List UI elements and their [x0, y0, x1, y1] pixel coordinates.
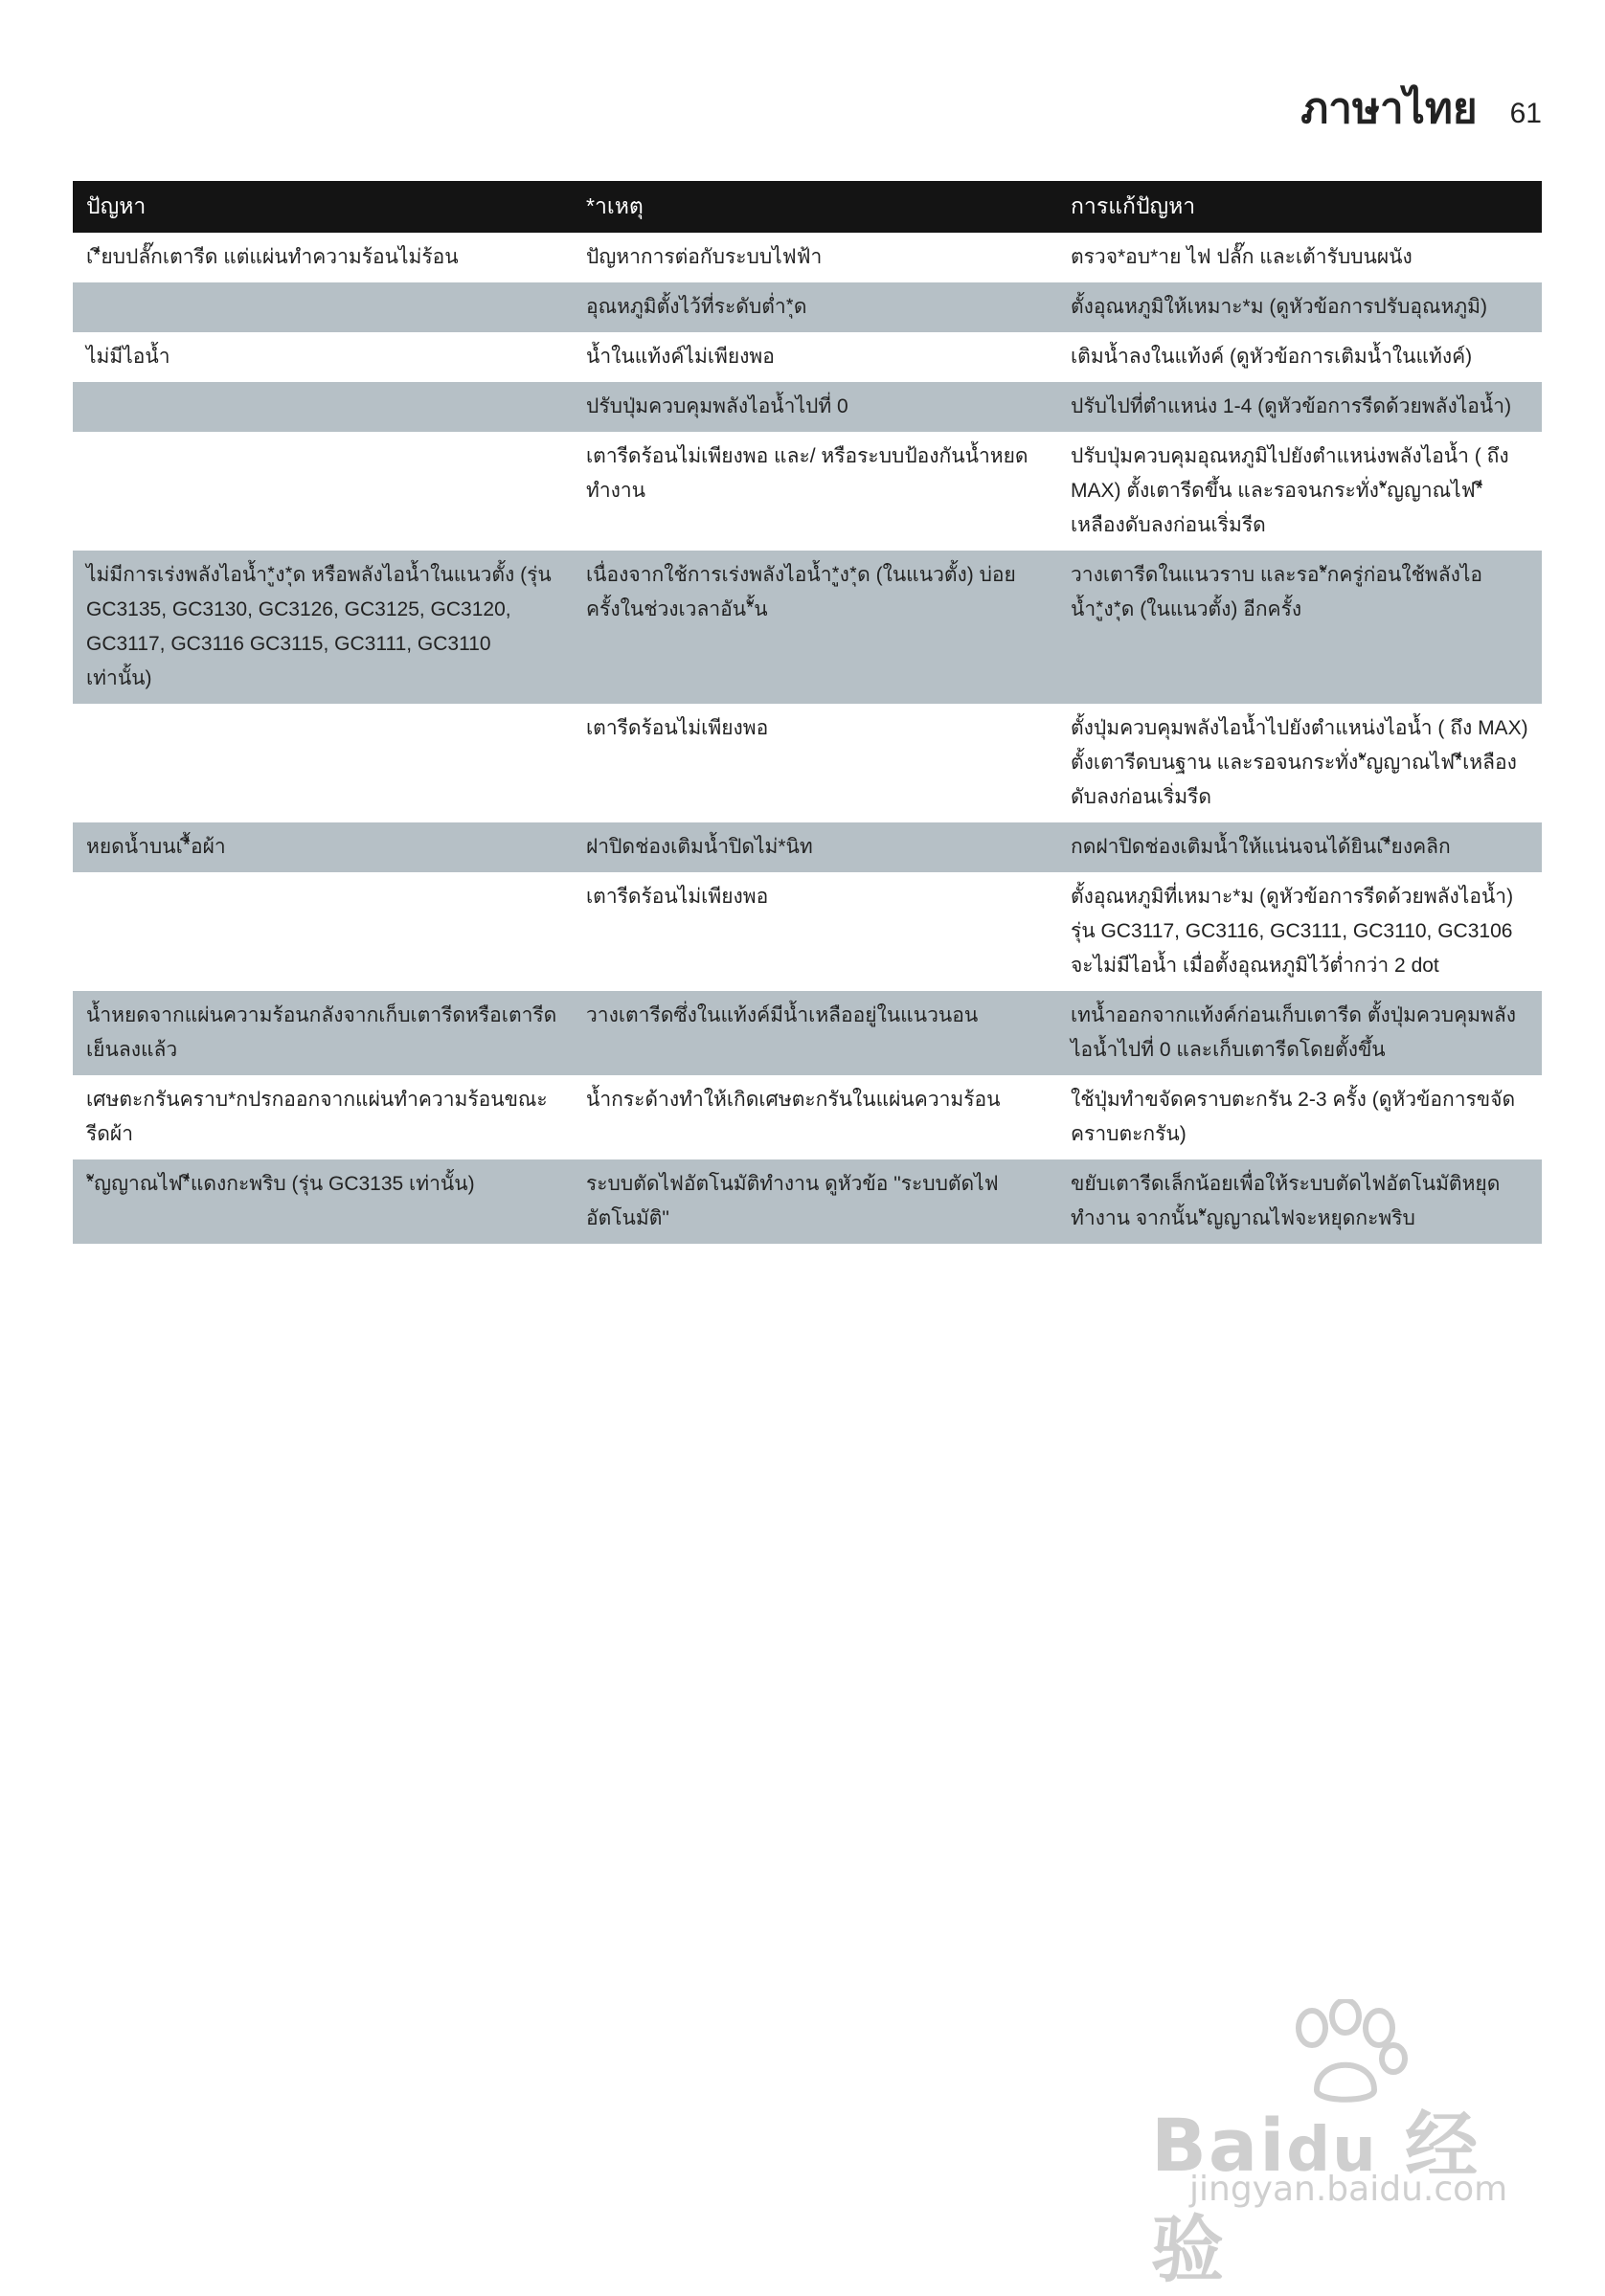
- table-row: [73, 432, 1542, 551]
- problem-cell: *ัญญาณไฟ*ีแดงกะพริบ (รุ่น GC3135 เท่านั้น): [86, 1173, 475, 1195]
- page-number: 61: [1509, 98, 1542, 129]
- solution-cell: เติมน้ำลงในแท้งค์ (ดูหัวข้อการเติมน้ำในแท้งค์): [1071, 346, 1473, 368]
- cause-cell: เตารีดร้อนไม่เพียงพอ: [586, 886, 769, 908]
- problem-cell: [73, 432, 573, 551]
- baidu-url: jingyan.baidu.com: [1189, 2170, 1508, 2209]
- table-header: [73, 181, 1542, 233]
- baidu-watermark: [1151, 1999, 1553, 2292]
- table-row: [73, 704, 1542, 822]
- cause-cell: วางเตารีดซึ่งในแท้งค์มีน้ำเหลืออยู่ในแนวนอน: [586, 1004, 979, 1026]
- solution-cell: ตรวจ*อบ*าย ไฟ ปลั๊ก และเต้ารับบนผนัง: [1071, 246, 1413, 268]
- problem-cell: [73, 872, 573, 991]
- cause-cell: เตารีดร้อนไม่เพียงพอ: [586, 717, 769, 739]
- table-row: [73, 382, 1542, 432]
- table-row: [73, 822, 1542, 872]
- solution-cell: เทน้ำออกจากแท้งค์ก่อนเก็บเตารีด ตั้งปุ่มควบคุมพลังไอน้ำไปที่ 0 และเก็บเตารีดโดยตั้งขึ้น: [1071, 1004, 1516, 1061]
- cause-cell: เตารีดร้อนไม่เพียงพอ และ/ หรือระบบป้องกันน้ำหยดทำงาน: [586, 445, 1029, 502]
- problem-cell: เศษตะกรันคราบ*กปรกออกจากแผ่นทำความร้อนขณะรีดผ้า: [86, 1089, 548, 1145]
- table-row: [73, 991, 1542, 1075]
- cause-cell: อุณหภูมิตั้งไว้ที่ระดับต่ำ*ุด: [586, 296, 807, 318]
- cause-cell: น้ำกระด้างทำให้เกิดเศษตะกรันในแผ่นความร้อน: [586, 1089, 1001, 1111]
- cause-cell: ฝาปิดช่องเติมน้ำปิดไม่*นิท: [586, 836, 813, 858]
- page-header: [1300, 75, 1542, 142]
- table-row: [73, 1159, 1542, 1244]
- solution-cell: ปรับปุ่มควบคุมอุณหภูมิไปยังตำแหน่งพลังไอน้ำ ( ถึง MAX) ตั้งเตารีดขึ้น และรอจนกระทั่ง*ัญญาณไฟ*ีเหลืองดับลงก่อนเริ่มรีด: [1071, 445, 1509, 536]
- problem-cell: [73, 282, 573, 332]
- problem-cell: [73, 382, 573, 432]
- cause-cell: ปรับปุ่มควบคุมพลังไอน้ำไปที่ 0: [586, 395, 848, 417]
- problem-cell: ไม่มีการเร่งพลังไอน้ำ*ูง*ุด หรือพลังไอน้ำในแนวตั้ง (รุ่น GC3135, GC3130, GC3126, GC3125, GC3120, GC3117, GC3116 GC3115, GC3111, GC3110 เท่านั้น): [86, 564, 552, 689]
- solution-cell: ตั้งปุ่มควบคุมพลังไอน้ำไปยังตำแหน่งไอน้ำ ( ถึง MAX) ตั้งเตารีดบนฐาน และรอจนกระทั่ง*ัญญาณไฟ*ีเหลืองดับลงก่อนเริ่มรีด: [1071, 717, 1528, 808]
- table-row: [73, 282, 1542, 332]
- solution-cell: ตั้งอุณหภูมิที่เหมาะ*ม (ดูหัวข้อการรีดด้วยพลังไอน้ำ) รุ่น GC3117, GC3116, GC3111, GC3110, GC3106 จะไม่มีไอน้ำ เมื่อตั้งอุณหภูมิไว้ต่ำกว่า 2 dot: [1071, 886, 1514, 977]
- problem-cell: เ*ียบปลั๊กเตารีด แต่แผ่นทำความร้อนไม่ร้อน: [86, 246, 459, 268]
- baidu-logo: Baidu 经验: [1151, 2103, 1481, 2292]
- problem-cell: น้ำหยดจากแผ่นความร้อนกลังจากเก็บเตารีดหรือเตารีดเย็นลงแล้ว: [86, 1004, 557, 1061]
- column-header-cause: *าเหตุ: [586, 193, 644, 218]
- column-header-problem: ปัญหา: [86, 193, 147, 218]
- table-row: [73, 233, 1542, 282]
- solution-cell: ขยับเตารีดเล็กน้อยเพื่อให้ระบบตัดไฟอัตโนมัติหยุดทำงาน จากนั้น*ัญญาณไฟจะหยุดกะพริบ: [1071, 1173, 1501, 1229]
- column-header-solution: การแก้ปัญหา: [1071, 193, 1196, 218]
- problem-cell: [73, 704, 573, 822]
- troubleshooting-table: [73, 181, 1542, 1244]
- solution-cell: กดฝาปิดช่องเติมน้ำให้แน่นจนได้ยินเ*ียงคลิก: [1071, 836, 1451, 858]
- cause-cell: ปัญหาการต่อกับระบบไฟฟ้า: [586, 246, 823, 268]
- language-title: ภาษาไทย: [1300, 84, 1478, 133]
- table-row: [73, 332, 1542, 382]
- cause-cell: เนื่องจากใช้การเร่งพลังไอน้ำ*ูง*ุด (ในแนวตั้ง) บ่อยครั้งในช่วงเวลาอัน*ั้น: [586, 564, 1016, 620]
- table-row: [73, 551, 1542, 704]
- solution-cell: ใช้ปุ่มทำขจัดคราบตะกรัน 2-3 ครั้ง (ดูหัวข้อการขจัดคราบตะกรัน): [1071, 1089, 1516, 1145]
- table-body: [73, 233, 1542, 1244]
- table-row: [73, 872, 1542, 991]
- solution-cell: วางเตารีดในแนวราบ และรอ*ักครู่ก่อนใช้พลังไอน้ำ*ูง*ุด (ในแนวตั้ง) อีกครั้ง: [1071, 564, 1483, 620]
- cause-cell: ระบบตัดไฟอัตโนมัติทำงาน ดูหัวข้อ "ระบบตัดไฟอัตโนมัติ": [586, 1173, 999, 1229]
- solution-cell: ปรับไปที่ตำแหน่ง 1-4 (ดูหัวข้อการรีดด้วยพลังไอน้ำ): [1071, 395, 1512, 417]
- table-row: [73, 1075, 1542, 1159]
- problem-cell: หยดน้ำบนเ*ื้อผ้า: [86, 836, 226, 858]
- cause-cell: น้ำในแท้งค์ไม่เพียงพอ: [586, 346, 775, 368]
- solution-cell: ตั้งอุณหภูมิให้เหมาะ*ม (ดูหัวข้อการปรับอุณหภูมิ): [1071, 296, 1487, 318]
- problem-cell: ไม่มีไอน้ำ: [86, 346, 170, 368]
